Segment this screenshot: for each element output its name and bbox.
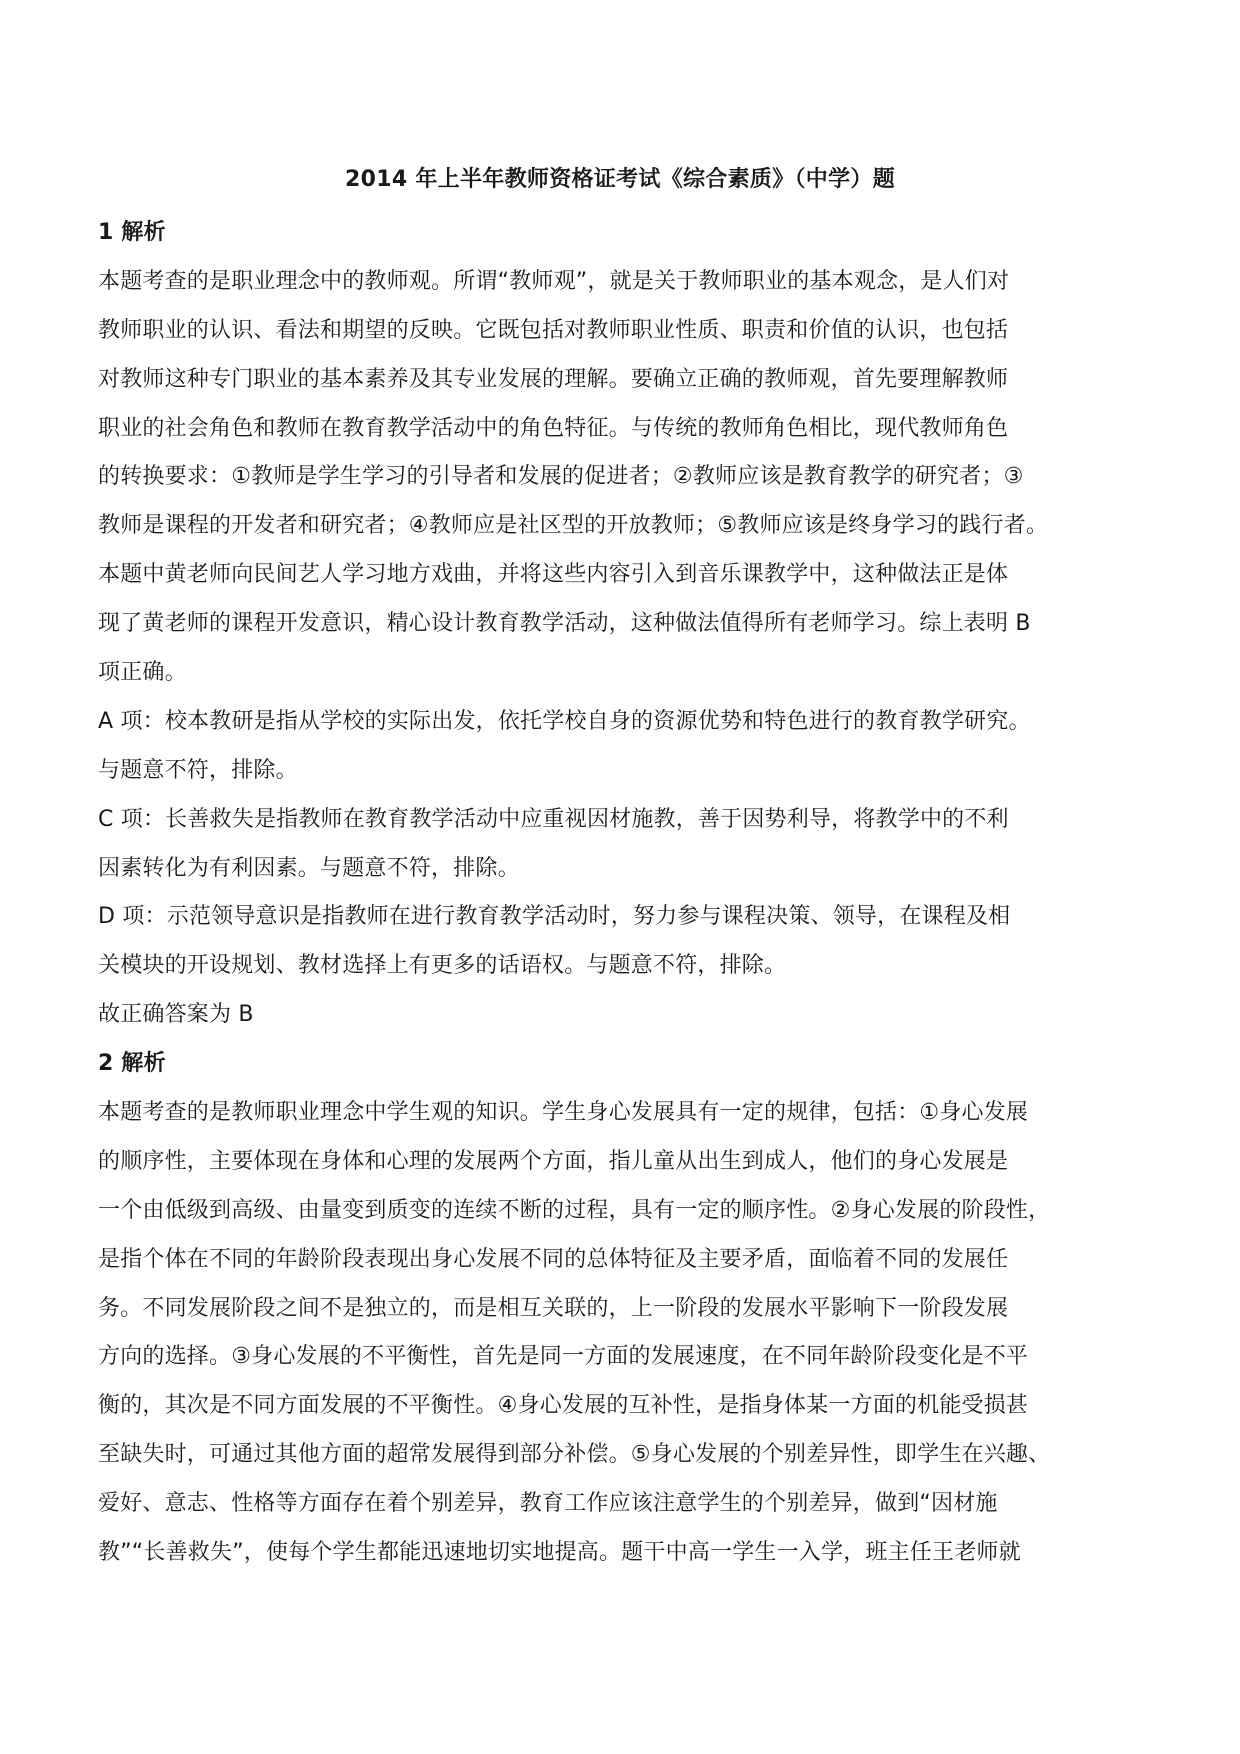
paragraph-line: 现了黄老师的课程开发意识，精心设计教育教学活动，这种做法值得所有老师学习。综上表明 B	[98, 611, 1031, 637]
paragraph-line: 本题考查的是教师职业理念中学生观的知识。学生身心发展具有一定的规律，包括：①身心发展	[98, 1100, 1029, 1126]
paragraph-line: 爱好、意志、性格等方面存在着个别差异，教育工作应该注意学生的个别差异，做到“因材施	[98, 1491, 998, 1517]
paragraph-line: 一个由低级到高级、由量变到质变的连续不断的过程，具有一定的顺序性。②身心发展的阶段性，	[98, 1197, 1051, 1223]
paragraph-line: A 项：校本教研是指从学校的实际出发，依托学校自身的资源优势和特色进行的教育教学研究。	[98, 708, 1031, 734]
document-title: 2014 年上半年教师资格证考试《综合素质》（中学）题	[345, 167, 895, 192]
paragraph-line: 务。不同发展阶段之间不是独立的，而是相互关联的，上一阶段的发展水平影响下一阶段发展	[98, 1295, 1009, 1321]
paragraph-line: 项正确。	[98, 660, 187, 686]
paragraph-line: 职业的社会角色和教师在教育教学活动中的角色特征。与传统的教师角色相比，现代教师角色	[98, 415, 1009, 441]
paragraph-line: 关模块的开设规划、教材选择上有更多的话语权。与题意不符，排除。	[98, 953, 787, 979]
section-heading: 2 解析	[98, 1051, 166, 1077]
paragraph-line: 本题中黄老师向民间艺人学习地方戏曲，并将这些内容引入到音乐课教学中，这种做法正是体	[98, 562, 1009, 588]
paragraph-line: 与题意不符，排除。	[98, 757, 298, 783]
paragraph-line: 是指个体在不同的年龄阶段表现出身心发展不同的总体特征及主要矛盾，面临着不同的发展任	[98, 1246, 1009, 1272]
paragraph-line: 因素转化为有利因素。与题意不符，排除。	[98, 855, 520, 881]
document-body	[98, 209, 1178, 1578]
paragraph-line: 故正确答案为 B	[98, 1002, 254, 1028]
paragraph-line: 衡的，其次是不同方面发展的不平衡性。④身心发展的互补性，是指身体某一方面的机能受损甚	[98, 1393, 1029, 1419]
paragraph-line: D 项：示范领导意识是指教师在进行教育教学活动时，努力参与课程决策、领导，在课程及相	[98, 904, 1011, 930]
paragraph-line: 至缺失时，可通过其他方面的超常发展得到部分补偿。⑤身心发展的个别差异性，即学生在兴趣、	[98, 1442, 1051, 1468]
paragraph-line: 的转换要求：①教师是学生学习的引导者和发展的促进者；②教师应该是教育教学的研究者；③	[98, 464, 1024, 490]
paragraph-line: C 项：长善救失是指教师在教育教学活动中应重视因材施教，善于因势利导，将教学中的不利	[98, 806, 1009, 832]
paragraph-line: 的顺序性，主要体现在身体和心理的发展两个方面，指儿童从出生到成人，他们的身心发展是	[98, 1148, 1009, 1174]
paragraph-line: 教师职业的认识、看法和期望的反映。它既包括对教师职业性质、职责和价值的认识，也包括	[98, 317, 1009, 343]
paragraph-line: 教”“长善救失”，使每个学生都能迅速地切实地提高。题干中高一学生一入学，班主任王老师就	[98, 1540, 1021, 1566]
paragraph-line: 方向的选择。③身心发展的不平衡性，首先是同一方面的发展速度，在不同年龄阶段变化是不平	[98, 1344, 1029, 1370]
paragraph-line: 本题考查的是职业理念中的教师观。所谓“教师观”，就是关于教师职业的基本观念，是人们对	[98, 268, 1010, 294]
paragraph-line: 教师是课程的开发者和研究者；④教师应是社区型的开放教师；⑤教师应该是终身学习的践行者。	[98, 513, 1049, 539]
paragraph-line: 对教师这种专门职业的基本素养及其专业发展的理解。要确立正确的教师观，首先要理解教师	[98, 366, 1009, 392]
section-heading: 1 解析	[98, 220, 166, 245]
